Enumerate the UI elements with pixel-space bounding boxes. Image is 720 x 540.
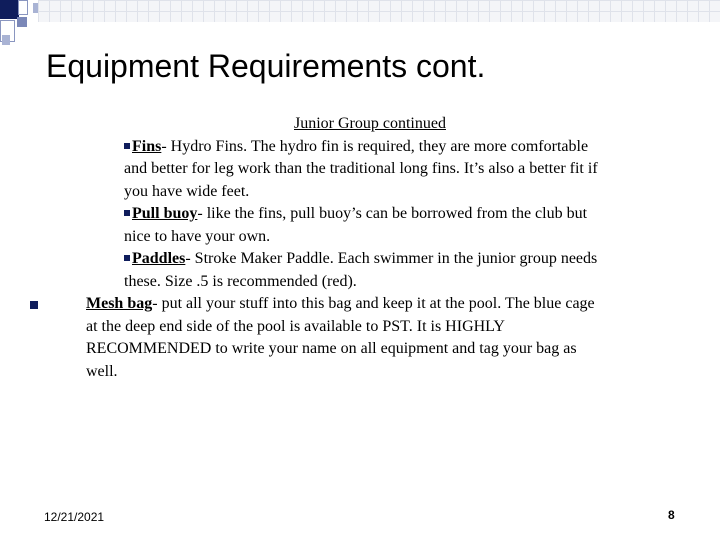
- subheading-text: Junior Group continued: [294, 115, 446, 132]
- page-number: 8: [668, 508, 675, 522]
- pull-buoy-text-line2: nice to have your own.: [124, 227, 271, 245]
- subheading: [30, 113, 670, 136]
- corner-decoration-square: [17, 17, 27, 27]
- fins-term: Fins: [132, 137, 162, 155]
- slide-body: [30, 113, 670, 383]
- mesh-bag-text-line2: at the deep end side of the pool is available to PST. It is HIGHLY: [86, 317, 505, 335]
- mesh-bag-text-line4: well.: [86, 362, 118, 380]
- fins-text-line2: and better for leg work than the traditional long fins. It’s also a better fit if: [124, 160, 598, 177]
- fins-text-line3: you have wide feet.: [124, 182, 250, 200]
- pull-buoy-text-line1: - like the fins, pull buoy’s can be borrowed from the club but: [197, 205, 588, 222]
- paddles-text-line2: these. Size .5 is recommended (red).: [124, 272, 357, 290]
- square-bullet-icon: [124, 210, 130, 216]
- square-bullet-icon: [124, 143, 130, 149]
- square-bullet-icon: [30, 301, 38, 309]
- list-item-pull-buoy: [30, 203, 670, 226]
- list-item-mesh-bag: [30, 293, 670, 316]
- fins-text-line1: - Hydro Fins. The hydro fin is required, they are more comfortable: [161, 137, 589, 155]
- corner-decoration-square: [18, 0, 28, 15]
- mesh-bag-text-line1: - put all your stuff into this bag and keep it at the pool. The blue cage: [152, 295, 595, 312]
- paddles-text-line1: - Stroke Maker Paddle. Each swimmer in the junior group needs: [185, 250, 598, 267]
- slide-title: Equipment Requirements cont.: [46, 48, 486, 84]
- pull-buoy-term: Pull buoy: [132, 205, 198, 222]
- corner-decoration-square: [2, 35, 10, 45]
- header-pattern-band: [38, 0, 720, 22]
- list-item-fins: [30, 136, 670, 159]
- mesh-bag-term: Mesh bag: [86, 295, 153, 312]
- list-item-paddles: [30, 248, 670, 271]
- footer-date: 12/21/2021: [44, 510, 105, 524]
- square-bullet-icon: [124, 255, 130, 261]
- mesh-bag-text-line3: RECOMMENDED to write your name on all equipment and tag your bag as: [86, 340, 577, 357]
- paddles-term: Paddles: [132, 250, 186, 267]
